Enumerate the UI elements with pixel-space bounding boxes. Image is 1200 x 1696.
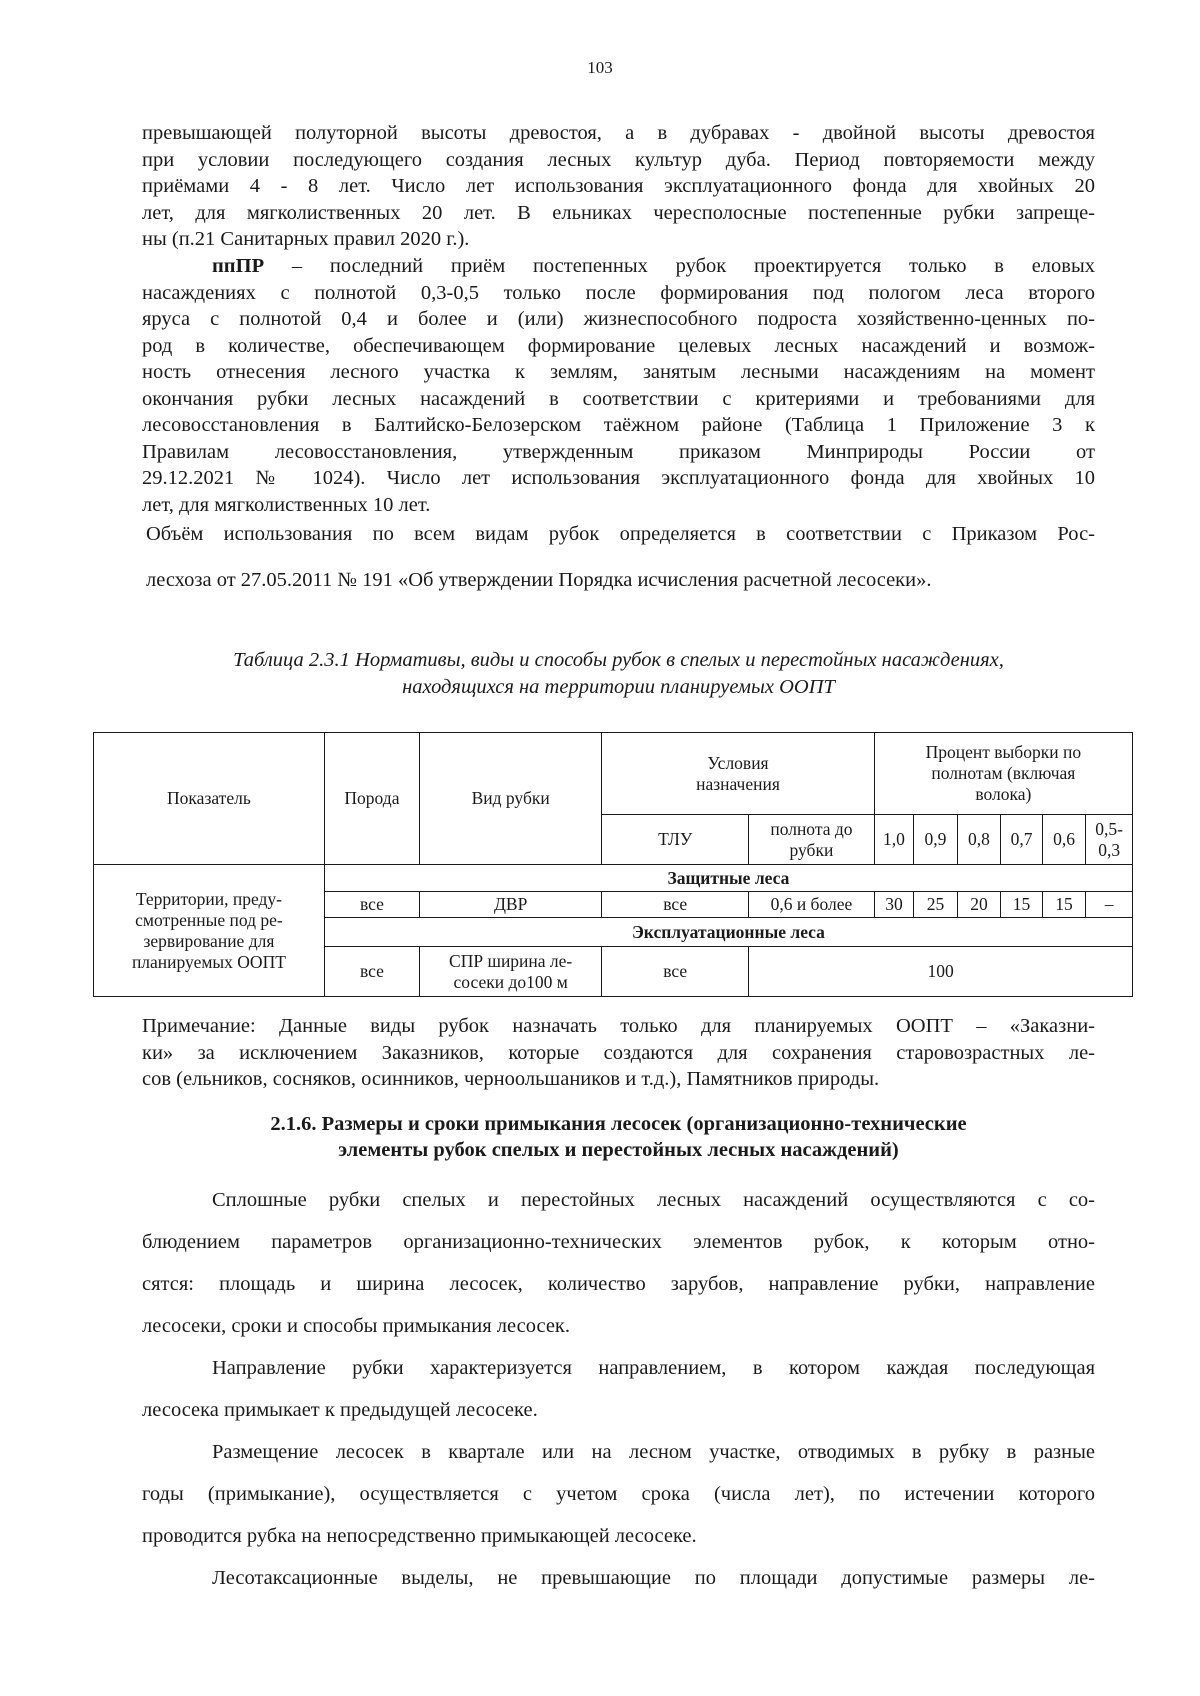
text-line: превышающей полуторной высоты древостоя, а в дубравах - двойной высоты древостоя [142, 122, 1095, 144]
header-density-0-8: 0,8 [957, 815, 1001, 865]
text-line: проводится рубка на непосредственно примыкающей лесосеке. [142, 1525, 697, 1547]
table-caption [142, 647, 1095, 701]
text-line: сятся: площадь и ширина лесосек, количество зарубов, направление рубки, направление [142, 1273, 1095, 1295]
cell-species: все [324, 947, 419, 997]
cell-density: 0,6 и более [749, 892, 875, 918]
paragraph-volume-usage [146, 520, 1095, 548]
text-line: род в количестве, обеспечивающем формирование целевых лесных насаждений и возмож- [142, 334, 1095, 357]
caption-line: находящихся на территории планируемых ООПТ [402, 676, 835, 698]
cell-percent-0-6: 15 [1042, 892, 1086, 918]
text-line: лет, для мягколиственных 10 лет. [142, 493, 431, 516]
cell-percent-0-8: 20 [957, 892, 1001, 918]
cell-percent-1-0: 30 [874, 892, 913, 918]
text-line: блюдением параметров организационно-технических элементов рубок, к которым отно- [142, 1231, 1095, 1253]
cell-tlu: все [602, 892, 749, 918]
text-line: Правилам лесовосстановления, утвержденным приказом Минприроды России от [142, 440, 1095, 463]
section-exploitation-forests: Эксплуатационные леса [324, 918, 1132, 947]
cell-percent-0-9: 25 [914, 892, 958, 918]
cell-percent-0-5-0-3: – [1086, 892, 1133, 918]
text-line: лесосеки, сроки и способы примыкания лесосек. [142, 1315, 570, 1337]
text-line: ки» за исключением Заказников, которые создаются для сохранения старовозрастных ле- [142, 1041, 1095, 1064]
text-line: ность отнесения лесного участка к землям, занятым лесными насаждениям на момент [142, 361, 1095, 383]
header-species: Порода [324, 733, 419, 865]
text-line: лесосека примыкает к предыдущей лесосеке. [142, 1399, 538, 1421]
text-line: окончания рубки лесных насаждений в соответствии с критериями и требованиями для [142, 387, 1095, 410]
caption-line: Таблица 2.3.1 Нормативы, виды и способы рубок в спелых и перестойных насаждениях, [233, 649, 1004, 671]
header-density-1-0: 1,0 [874, 815, 913, 865]
header-tlu: ТЛУ [602, 815, 749, 865]
text-line: лесовосстановления в Балтийско-Белозерском таёжном районе (Таблица 1 Приложение 3 к [142, 414, 1095, 436]
text-line: 29.12.2021 № 1024). Число лет использования эксплуатационного фонда для хвойных 10 [142, 467, 1095, 489]
text-line [142, 253, 1095, 280]
header-percent-selection: Процент выборки по полнотам (включая волока) [874, 733, 1132, 815]
heading-line: 2.1.6. Размеры и сроки примыкания лесосек (организационно-технические [270, 1113, 967, 1135]
paragraph-volume-usage-continued [146, 566, 1095, 594]
page-number: 103 [587, 58, 613, 77]
header-density-0-6: 0,6 [1042, 815, 1086, 865]
text-line: годы (примыкание), осуществляется с учетом срока (числа лет), по истечении которого [142, 1483, 1095, 1505]
text-line: приёмами 4 - 8 лет. Число лет использования эксплуатационного фонда для хвойных 20 [142, 175, 1095, 197]
text-line: лет, для мягколиственных 20 лет. В ельниках чересполосные постепенные рубки запреще- [142, 201, 1095, 224]
text-line: лесхоза от 27.05.2011 № 191 «Об утверждении Порядка исчисления расчетной лесосеки». [146, 569, 932, 591]
text-line: Примечание: Данные виды рубок назначать только для планируемых ООПТ – «Заказни- [142, 1015, 1095, 1037]
text-line: Сплошные рубки спелых и перестойных лесных насаждений осуществляются с со- [212, 1189, 1095, 1211]
section-body [142, 1179, 1095, 1599]
cell-cut-type: ДВР [420, 892, 602, 918]
header-cut-type: Вид рубки [420, 733, 602, 865]
cell-percent-all: 100 [749, 947, 1133, 997]
norms-table [93, 732, 1133, 997]
text-line: Размещение лесосек в квартале или на лесном участке, отводимых в рубку в разные [212, 1441, 1095, 1463]
header-density-0-5-0-3: 0,5-0,3 [1086, 815, 1133, 865]
header-conditions: Условия назначения [602, 733, 874, 815]
section-protective-forests: Защитные леса [324, 865, 1132, 892]
text-line: сов (ельников, сосняков, осинников, черноольшаников и т.д.), Памятников природы. [142, 1068, 880, 1090]
text-line: при условии последующего создания лесных культур дуба. Период повторяемости между [142, 148, 1095, 171]
header-density-0-9: 0,9 [914, 815, 958, 865]
term-ppPR: ппПР [212, 255, 265, 277]
text-line: яруса с полнотой 0,4 и более и (или) жизнеспособного подроста хозяйственно-ценных по- [142, 308, 1095, 330]
text-line: насаждениях с полнотой 0,3-0,5 только после формирования под пологом леса второго [142, 281, 1095, 304]
text-line: Объём использования по всем видам рубок определяется в соответствии с Приказом Рос- [146, 523, 1095, 545]
text-line: Направление рубки характеризуется направлением, в котором каждая последующая [212, 1357, 1095, 1379]
header-density-before: полнота до рубки [749, 815, 875, 865]
text-fragment: – последний приём постепенных рубок проектируется только в еловых [264, 255, 1095, 277]
heading-line: элементы рубок спелых и перестойных лесных насаждений) [338, 1139, 899, 1161]
header-indicator: Показатель [94, 733, 325, 865]
paragraph-final-stage-cutting [142, 253, 1095, 518]
table-note [142, 1013, 1095, 1093]
text-line: ны (п.21 Санитарных правил 2020 г.). [142, 228, 470, 250]
section-heading [142, 1111, 1095, 1163]
cell-percent-0-7: 15 [1001, 892, 1043, 918]
paragraph-cutting-rules [142, 120, 1095, 253]
cell-cut-type: СПР ширина ле-сосеки до100 м [420, 947, 602, 997]
row-label-territories: Территории, преду-смотренные под ре-зервирование для планируемых ООПТ [94, 865, 325, 997]
header-density-0-7: 0,7 [1001, 815, 1043, 865]
cell-tlu: все [602, 947, 749, 997]
text-line: Лесотаксационные выделы, не превышающие по площади допустимые размеры ле- [212, 1567, 1095, 1589]
cell-species: все [324, 892, 419, 918]
